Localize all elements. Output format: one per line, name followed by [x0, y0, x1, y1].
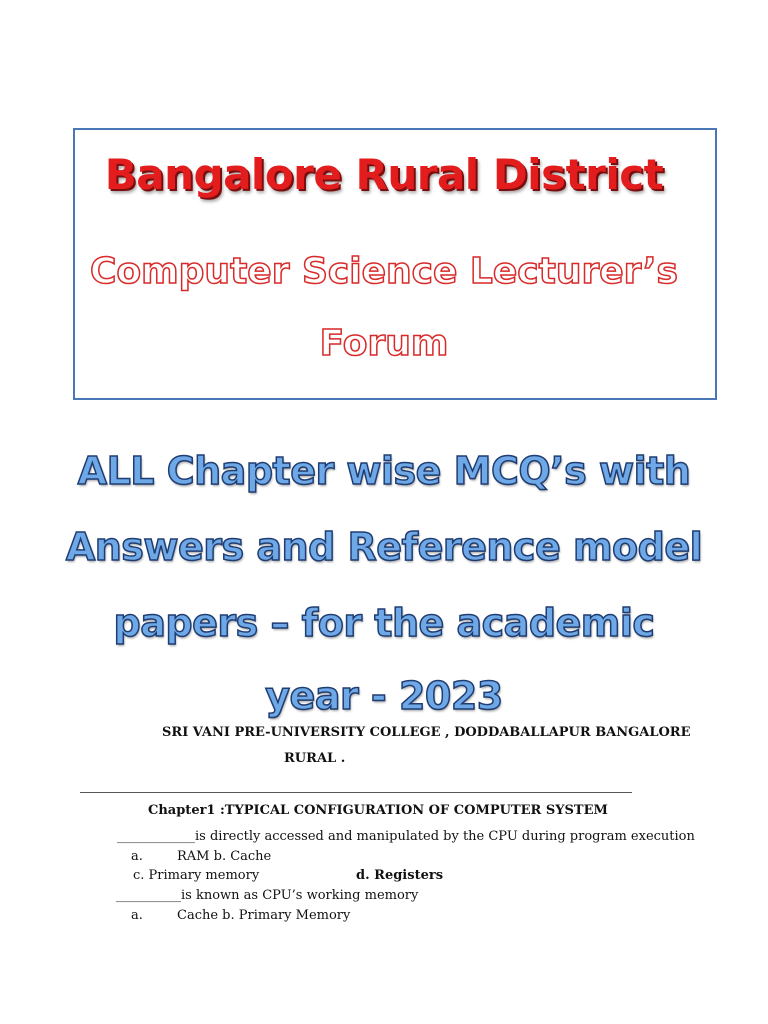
- question-1-option-d: d. Registers: [356, 868, 444, 883]
- headline-line4: year - 2023: [265, 674, 503, 718]
- option-text: RAM b. Cache: [177, 849, 272, 864]
- forum-title-line2: Forum: [319, 323, 449, 364]
- section-divider: [80, 792, 632, 793]
- forum-title-line1: Computer Science Lecturer’s: [90, 251, 678, 292]
- option-letter: a.: [131, 849, 143, 864]
- question-1-options-ab: [131, 849, 271, 864]
- question-2-text: __________is known as CPU’s working memory: [116, 888, 419, 903]
- college-name-line1: SRI VANI PRE-UNIVERSITY COLLEGE , DODDABALLAPUR BANGALORE: [162, 725, 691, 740]
- college-name-line2: RURAL .: [284, 751, 346, 766]
- headline-line1: ALL Chapter wise MCQ’s with: [77, 449, 691, 493]
- option-text: Cache b. Primary Memory: [177, 908, 351, 923]
- headline-line2: Answers and Reference model: [65, 525, 703, 569]
- question-1-text: ____________is directly accessed and manipulated by the CPU during program execution: [117, 829, 695, 844]
- district-title: Bangalore Rural District: [104, 150, 664, 199]
- question-2-options-ab: [131, 908, 350, 923]
- chapter-title: Chapter1 :TYPICAL CONFIGURATION OF COMPUTER SYSTEM: [148, 803, 608, 818]
- headline-line3: papers – for the academic: [113, 601, 655, 645]
- question-1-option-c: c. Primary memory: [133, 868, 260, 883]
- option-letter: a.: [131, 908, 143, 923]
